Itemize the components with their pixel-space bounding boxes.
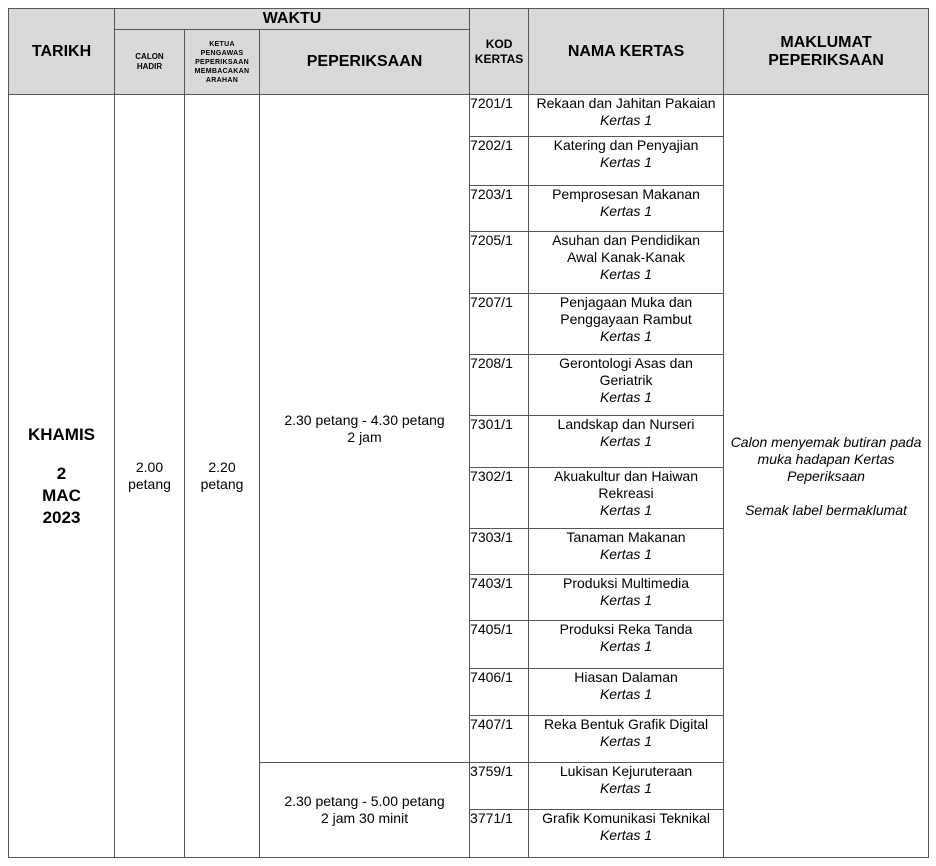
nama-kertas: Grafik Komunikasi Teknikal Kertas 1: [529, 810, 724, 858]
kertas-label: Kertas 1: [599, 546, 653, 562]
kod-kertas: 7208/1: [470, 355, 529, 416]
kertas-label: Kertas 1: [599, 328, 653, 344]
ketua-membaca-time: 2.20 petang: [185, 95, 260, 858]
nama-kertas: Rekaan dan Jahitan Pakaian Kertas 1: [529, 95, 724, 137]
kod-kertas: 7205/1: [470, 232, 529, 294]
kod-kertas: 7303/1: [470, 529, 529, 575]
nama-kertas: Tanaman Makanan Kertas 1: [529, 529, 724, 575]
sesi-2-time: 2.30 petang - 5.00 petang 2 jam 30 minit: [260, 763, 470, 858]
header-waktu: WAKTU: [115, 9, 470, 30]
kod-kertas: 7405/1: [470, 621, 529, 669]
kertas-label: Kertas 1: [599, 203, 653, 219]
header-peperiksaan: PEPERIKSAAN: [260, 30, 470, 95]
kod-kertas: 3759/1: [470, 763, 529, 810]
nama-kertas: Penjagaan Muka dan Penggayaan Rambut Kertas 1: [529, 294, 724, 355]
kertas-label: Kertas 1: [599, 638, 653, 654]
kod-kertas: 7407/1: [470, 716, 529, 763]
kertas-label: Kertas 1: [599, 502, 653, 518]
kertas-label: Kertas 1: [599, 686, 653, 702]
header-calon-hadir: CALON HADIR: [115, 30, 185, 95]
kod-kertas: 7203/1: [470, 186, 529, 232]
schedule-body: [9, 95, 929, 858]
kod-kertas: 7406/1: [470, 669, 529, 716]
maklumat-peperiksaan: Calon menyemak butiran pada muka hadapan Kertas Peperiksaan Semak label bermaklumat: [724, 95, 929, 858]
kod-kertas: 3771/1: [470, 810, 529, 858]
kod-kertas: 7201/1: [470, 95, 529, 137]
kod-kertas: 7202/1: [470, 137, 529, 186]
nama-kertas: Lukisan Kejuruteraan Kertas 1: [529, 763, 724, 810]
nama-kertas: Gerontologi Asas dan Geriatrik Kertas 1: [529, 355, 724, 416]
kertas-label: Kertas 1: [599, 154, 653, 170]
header-tarikh: TARIKH: [9, 9, 115, 95]
header-kod-kertas: KOD KERTAS: [470, 9, 529, 95]
calon-hadir-time: 2.00 petang: [115, 95, 185, 858]
kertas-label: Kertas 1: [599, 592, 653, 608]
nama-kertas: Akuakultur dan Haiwan Rekreasi Kertas 1: [529, 468, 724, 529]
kod-kertas: 7301/1: [470, 416, 529, 468]
sesi-1-time: 2.30 petang - 4.30 petang 2 jam: [260, 95, 470, 763]
nama-kertas: Produksi Multimedia Kertas 1: [529, 575, 724, 621]
kertas-label: Kertas 1: [599, 733, 653, 749]
header-ketua-pengawas: KETUA PENGAWAS PEPERIKSAAN MEMBACAKAN ARAHAN: [185, 30, 260, 95]
nama-kertas: Produksi Reka Tanda Kertas 1: [529, 621, 724, 669]
nama-kertas: Asuhan dan Pendidikan Awal Kanak-Kanak Kertas 1: [529, 232, 724, 294]
kod-kertas: 7302/1: [470, 468, 529, 529]
table-row: [9, 95, 929, 137]
exam-schedule-table: [8, 8, 929, 858]
header-maklumat: MAKLUMAT PEPERIKSAAN: [724, 9, 929, 95]
nama-kertas: Landskap dan Nurseri Kertas 1: [529, 416, 724, 468]
kertas-label: Kertas 1: [599, 266, 653, 282]
kertas-label: Kertas 1: [599, 389, 653, 405]
nama-kertas: Pemprosesan Makanan Kertas 1: [529, 186, 724, 232]
kertas-label: Kertas 1: [599, 780, 653, 796]
nama-kertas: Hiasan Dalaman Kertas 1: [529, 669, 724, 716]
kod-kertas: 7403/1: [470, 575, 529, 621]
header-nama-kertas: NAMA KERTAS: [529, 9, 724, 95]
kertas-label: Kertas 1: [599, 827, 653, 843]
exam-date: KHAMIS 2 MAC 2023: [9, 95, 115, 858]
kod-kertas: 7207/1: [470, 294, 529, 355]
nama-kertas: Katering dan Penyajian Kertas 1: [529, 137, 724, 186]
kertas-label: Kertas 1: [599, 112, 653, 128]
nama-kertas: Reka Bentuk Grafik Digital Kertas 1: [529, 716, 724, 763]
kertas-label: Kertas 1: [599, 433, 653, 449]
